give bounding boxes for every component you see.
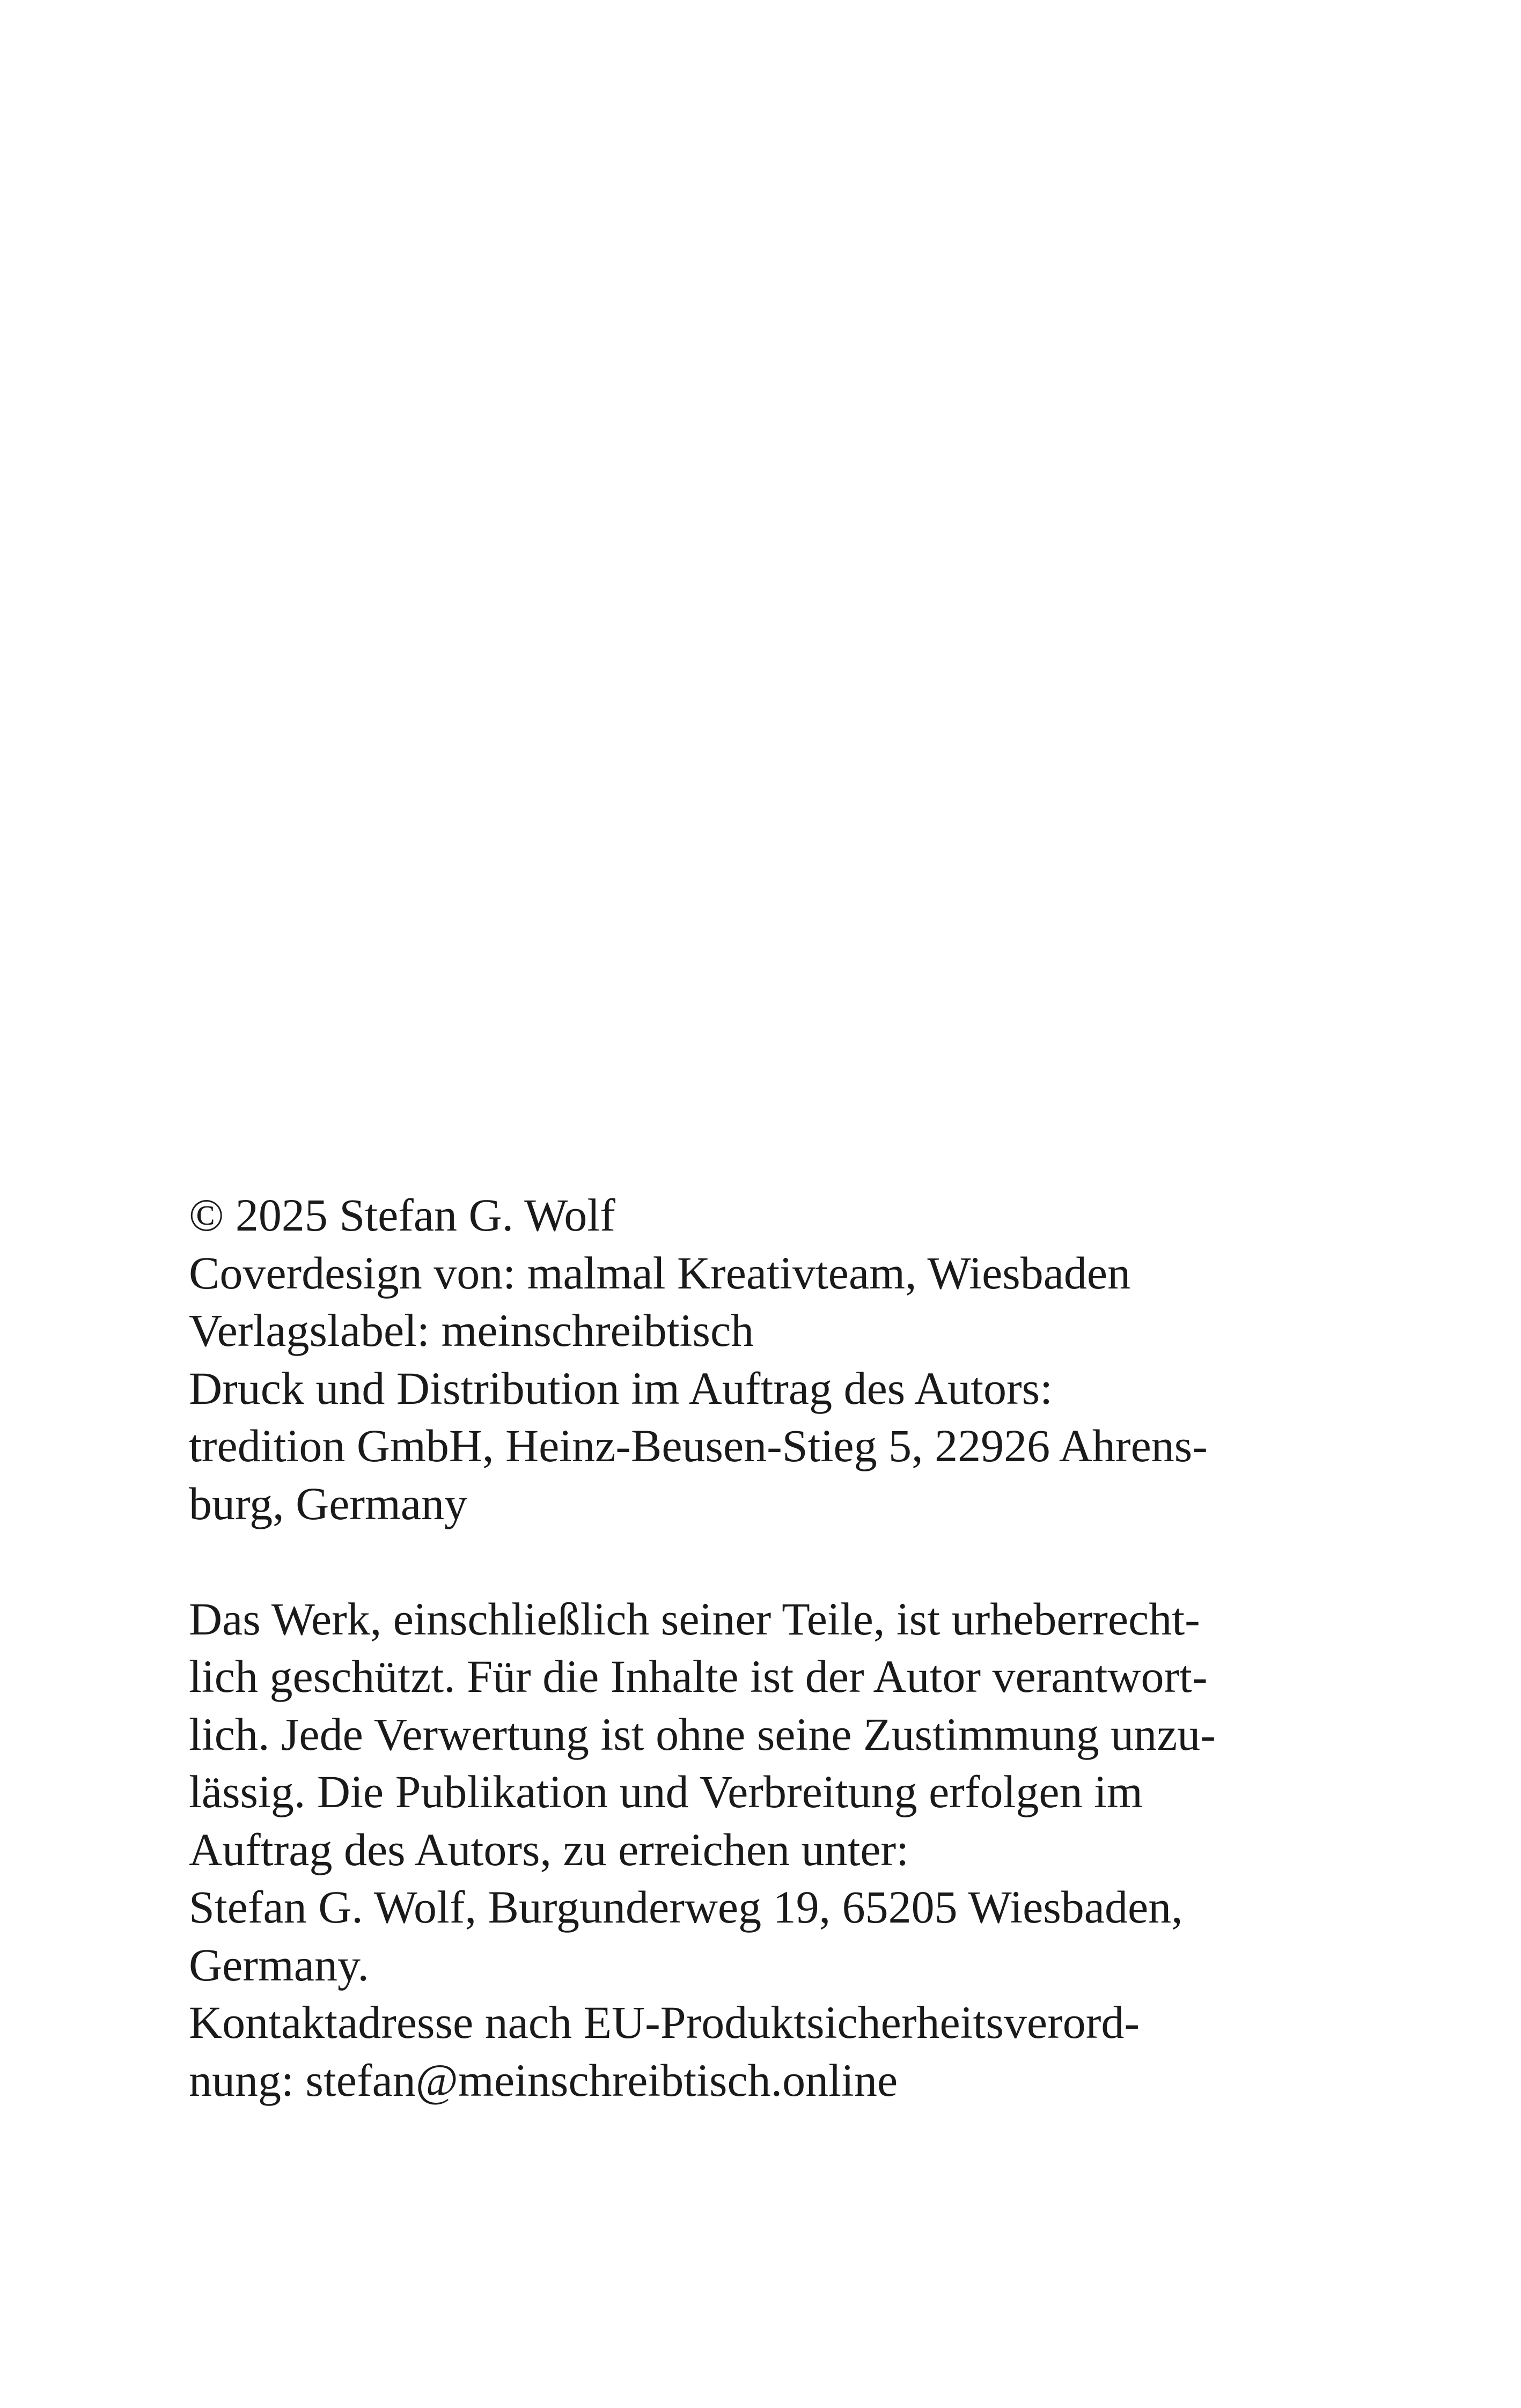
author-address-country: Germany. <box>189 1939 369 1991</box>
print-distribution-line: Druck und Distribution im Auftrag des Autors: <box>189 1362 1053 1414</box>
print-address-continued: burg, Germany <box>189 1477 468 1529</box>
print-address-line: tredition GmbH, Heinz-Beusen-Stieg 5, 22926 Ahrens- <box>189 1420 1208 1471</box>
cover-design-line: Coverdesign von: malmal Kreativteam, Wiesbaden <box>189 1247 1131 1299</box>
imprint-block <box>189 1187 1358 2109</box>
author-address-line: Stefan G. Wolf, Burgunderweg 19, 65205 Wiesbaden, <box>189 1881 1183 1933</box>
paragraph-spacer <box>189 1533 1358 1590</box>
rights-line: lich. Jede Verwertung ist ohne seine Zustimmung unzu- <box>189 1708 1216 1760</box>
rights-line: lich geschützt. Für die Inhalte ist der Autor verantwort- <box>189 1651 1208 1702</box>
rights-line: Das Werk, einschließlich seiner Teile, ist urheberrecht- <box>189 1593 1200 1645</box>
rights-line: lässig. Die Publikation und Verbreitung erfolgen im <box>189 1766 1143 1817</box>
rights-line: Auftrag des Autors, zu erreichen unter: <box>189 1823 909 1875</box>
publisher-label-line: Verlagslabel: meinschreibtisch <box>189 1305 754 1356</box>
contact-email-line: nung: stefan@meinschreibtisch.online <box>189 2054 898 2106</box>
copyright-line: © 2025 Stefan G. Wolf <box>189 1189 615 1241</box>
contact-line: Kontaktadresse nach EU-Produktsicherheitsverord- <box>189 1997 1140 2048</box>
